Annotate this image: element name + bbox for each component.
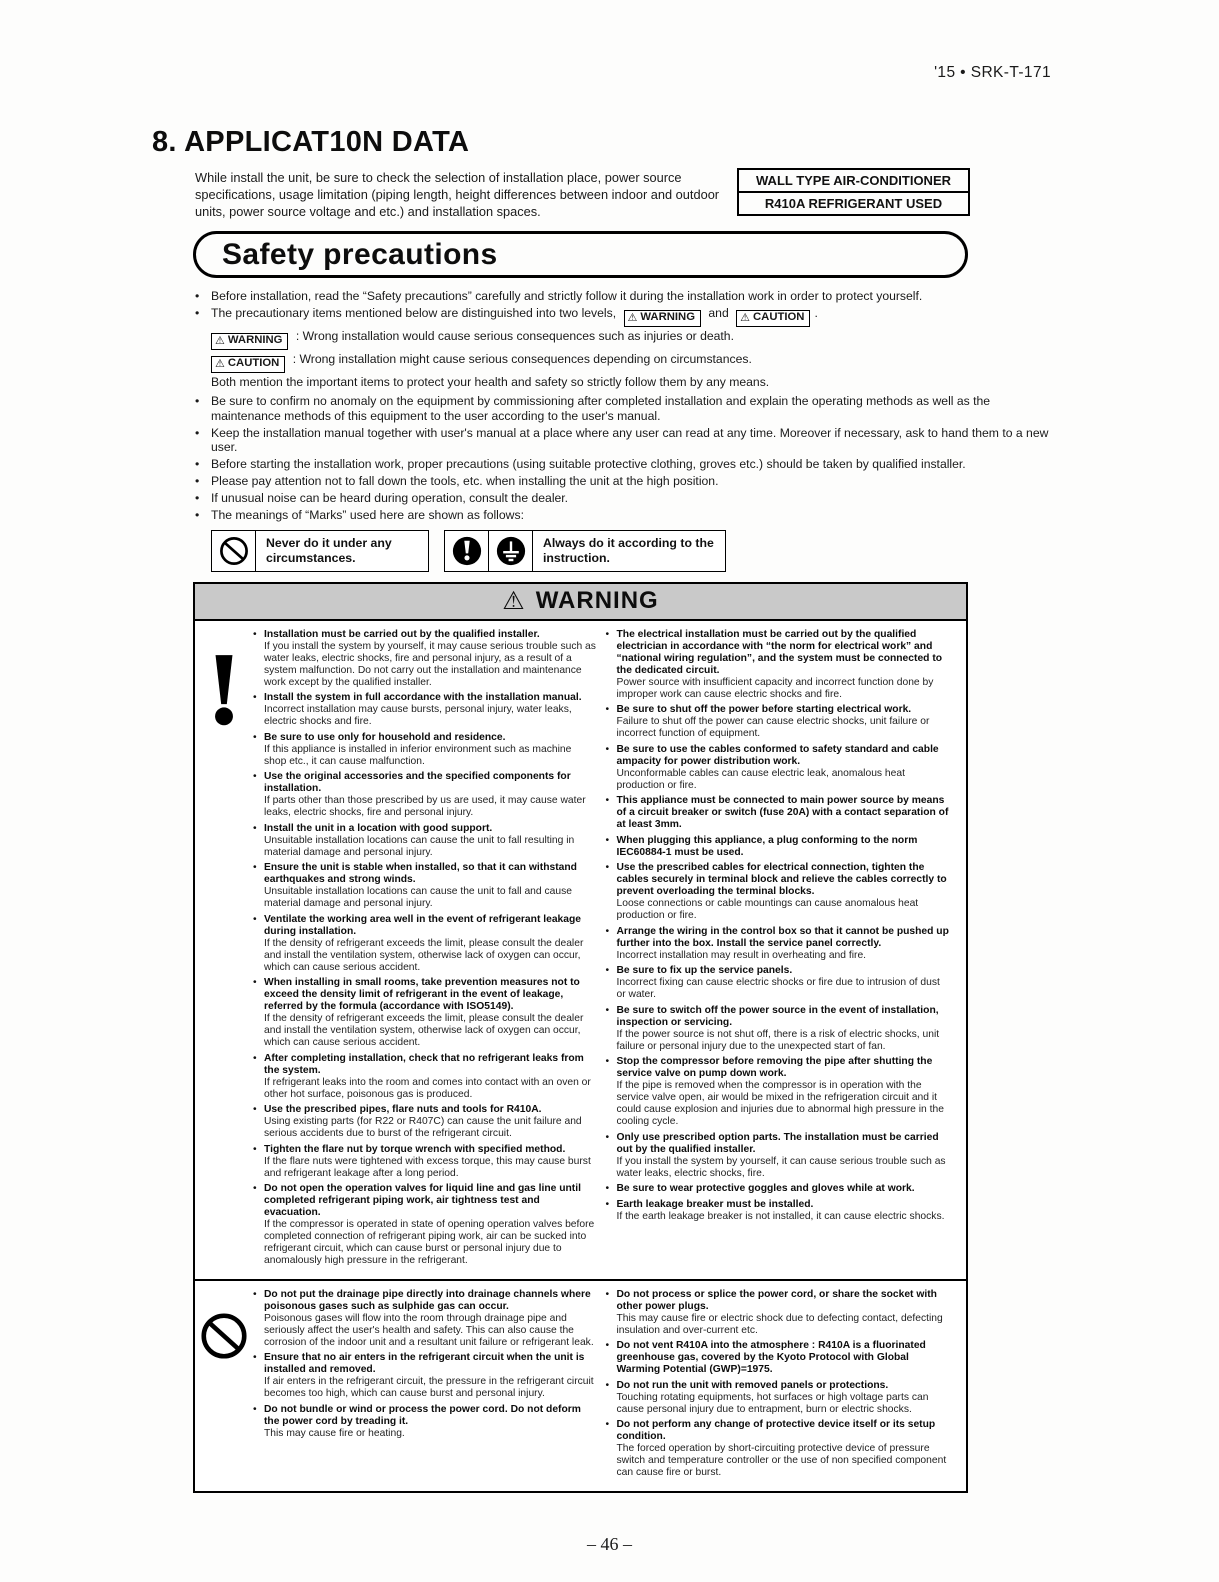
warning-item-desc: Touching rotating equipments, hot surfaces or high voltage parts can cause personal injury due to entrapment, burn or electric shocks. — [616, 1391, 929, 1415]
warning-item-body — [264, 823, 597, 859]
bullet-text: Be sure to confirm no anomaly on the equipment by commissioning after completed installation and explain the operating methods as well as the maintenance methods of this equipment to the user according to the user's manual. — [211, 393, 991, 423]
bullet-marker: • — [253, 1288, 257, 1300]
bullet-marker: • — [253, 628, 257, 640]
warning-column-left — [253, 629, 597, 1271]
warning-item-desc: Loose connections or cable mountings can cause anomalous heat production or fire. — [616, 898, 919, 922]
warning-item-desc: Unsuitable installation locations can cause the unit to fall and cause material damage and personal injury. — [264, 886, 572, 910]
bullet-marker: • — [605, 704, 610, 716]
bullet-marker: • — [605, 1419, 610, 1431]
warning-item-body — [264, 732, 597, 768]
warning-item-desc: Power source with insufficient capacity and incorrect function done by improper work can cause electric shocks and fire. — [616, 676, 934, 700]
warning-item-body — [617, 629, 950, 701]
bullet-marker: • — [195, 507, 200, 522]
intro-bullet — [193, 457, 1055, 472]
warning-item — [606, 1183, 950, 1195]
unit-type-line2: R410A REFRIGERANT USED — [764, 196, 943, 211]
warning-item — [606, 835, 950, 859]
warning-item — [253, 1289, 597, 1349]
warning-item-title: Use the prescribed pipes, flare nuts and tools for R410A. — [264, 1104, 542, 1116]
bullet-marker: • — [253, 1403, 257, 1415]
warning-definition: : Wrong installation would cause serious consequences such as injuries or death. — [295, 328, 734, 343]
warning-item-desc: If the compressor is operated in state of opening operation valves before completed connection of refrigerant piping work, air can be sucked into refrigerant circuit, which can cause burst or personal injury due to anomalously high pressure in the refrigerant. — [264, 1219, 595, 1267]
bullet-marker: • — [253, 771, 257, 783]
warning-item — [606, 965, 950, 1001]
warning-label-box — [624, 310, 701, 327]
both-levels-note: Both mention the important items to protect your health and safety so strictly follow them by any means. — [211, 374, 770, 389]
warning-item — [253, 823, 597, 859]
warning-item-title: Ventilate the working area well in the event of refrigerant leakage during installation. — [264, 913, 582, 937]
mark-always-text: Always do it according to the instruction. — [543, 536, 714, 565]
unit-type-box — [737, 168, 970, 216]
warning-item — [606, 1056, 950, 1128]
warning-item-desc: Unconformable cables can cause electric leak, anomalous heat production or fire. — [616, 767, 905, 791]
bullet-marker: • — [605, 628, 610, 640]
warning-item-desc: If refrigerant leaks into the room and comes into contact with an oven or other hot surface, poisonous gas is produced. — [264, 1076, 591, 1100]
warning-item-title: Do not open the operation valves for liquid line and gas line until completed refrigerant piping work, air tightness test and evacuation. — [264, 1183, 581, 1219]
caution-label-box — [211, 356, 285, 373]
warning-item-body — [264, 1404, 597, 1440]
bullet-marker: • — [605, 925, 610, 937]
doc-reference: '15 • SRK-T-171 — [934, 64, 1051, 81]
warning-item — [606, 862, 950, 922]
period-text: . — [814, 305, 818, 320]
warning-item-body — [617, 1419, 950, 1479]
warning-item — [606, 1380, 950, 1416]
bullet-text: Before starting the installation work, proper precautions (using suitable protective clothing, groves etc.) should be taken by qualified installer. — [211, 457, 966, 472]
warning-label: WARNING — [227, 334, 283, 347]
warning-item-body — [617, 704, 950, 740]
warning-item-title: Be sure to switch off the power source in the event of installation, inspection or servicing. — [616, 1004, 939, 1028]
ground-icon — [489, 531, 533, 571]
warning-item — [253, 1183, 597, 1267]
warning-table-header — [195, 584, 966, 621]
warning-item-desc: If air enters in the refrigerant circuit, the pressure in the refrigerant circuit becomes too high, which can cause burst and personal injury. — [264, 1376, 594, 1400]
warning-item-title: Use the original accessories and the specified components for installation. — [264, 771, 571, 795]
warning-item-desc: Incorrect fixing can cause electric shocks or fire due to intrusion of dust or water. — [616, 977, 940, 1001]
warning-item-title: Install the unit in a location with good support. — [264, 822, 493, 834]
warning-item-title: Stop the compressor before removing the pipe after shutting the service valve on pump down work. — [616, 1056, 933, 1080]
warning-item-title: Do not vent R410A into the atmosphere : R410A is a fluorinated greenhouse gas, covered by the Kyoto Protocol with Global Warming Potential (GWP)=1975. — [616, 1340, 926, 1376]
warning-item — [606, 926, 950, 962]
warning-section-mandatory — [195, 621, 966, 1279]
warning-item-body — [617, 744, 950, 792]
prohibited-column-left — [253, 1289, 597, 1483]
bullet-marker: • — [253, 1104, 257, 1116]
warning-item-body — [264, 1144, 597, 1180]
bullet-text: Please pay attention not to fall down the tools, etc. when installing the unit at the high position. — [211, 474, 719, 489]
warning-item — [253, 1053, 597, 1101]
warning-item-title: Be sure to use the cables conformed to safety standard and cable ampacity for power distribution work. — [616, 743, 939, 767]
bullet-marker: • — [253, 1183, 257, 1195]
intro-bullet — [193, 426, 1055, 456]
safety-content — [193, 289, 1055, 1493]
warning-item-title: When installing in small rooms, take prevention measures not to exceed the density limit of refrigerant in the event of leakage, referred by the formula (accordance with ISO5149). — [264, 977, 580, 1013]
warning-item-title: Tighten the flare nut by torque wrench with specified method. — [264, 1143, 566, 1155]
warning-item-title: Only use prescribed option parts. The installation must be carried out by the qualified installer. — [616, 1131, 939, 1155]
bullet-marker: • — [253, 1352, 257, 1364]
bullet-marker: • — [195, 474, 200, 489]
prohibition-icon — [195, 1289, 253, 1483]
warning-item — [606, 1340, 950, 1376]
bullet-marker: • — [253, 862, 257, 874]
warning-item-title: Be sure to fix up the service panels. — [616, 965, 793, 977]
warning-item — [253, 629, 597, 689]
marks-legend — [211, 530, 1055, 572]
warning-label-box — [211, 333, 288, 350]
bullet-marker: • — [605, 834, 610, 846]
bullet-marker: • — [195, 425, 200, 440]
warning-item-title: When plugging this appliance, a plug conforming to the norm IEC60884-1 must be used. — [616, 834, 918, 858]
warning-item-desc: If the power source is not shut off, there is a risk of electric shocks, unit failure or personal injury due to the unexpected start of fan. — [616, 1028, 940, 1052]
mark-always-box — [444, 530, 726, 572]
warning-item-desc: This may cause fire or electric shock due to defecting contact, defecting insulation and over-current etc. — [616, 1312, 943, 1336]
warning-item-body — [617, 1005, 950, 1053]
warning-item — [606, 1289, 950, 1337]
warning-item-body — [264, 1053, 597, 1101]
warning-item-title: Installation must be carried out by the qualified installer. — [264, 628, 540, 640]
warning-item-title: Do not put the drainage pipe directly into drainage channels where poisonous gases such as sulphide gas can occur. — [264, 1288, 591, 1312]
warning-triangle-icon: ⚠ — [215, 334, 225, 347]
bullet-marker: • — [195, 305, 200, 320]
warning-item-title: The electrical installation must be carried out by the qualified electrician in accordance with “the norm for electrical work” and “national wiring regulation”, and the system must be connected to the dedicated circuit. — [616, 628, 943, 676]
bullet-marker: • — [605, 1288, 610, 1300]
bullet-marker: • — [253, 1052, 257, 1064]
warning-item-body — [264, 1352, 597, 1400]
warning-item-body — [617, 1132, 950, 1180]
warning-item-desc: If the earth leakage breaker is not installed, it can cause electric shocks. — [616, 1210, 945, 1222]
warning-item-body — [617, 1340, 950, 1376]
warning-item-desc: Failure to shut off the power can cause electric shocks, unit failure or incorrect function of equipment. — [616, 716, 930, 740]
bullet-marker: • — [253, 731, 257, 743]
safety-precautions-banner — [193, 231, 968, 278]
warning-item-body — [264, 1183, 597, 1267]
warning-item — [253, 1352, 597, 1400]
warning-item-body — [617, 1289, 950, 1337]
warning-item-title: Arrange the wiring in the control box so that it cannot be pushed up further into the box. Install the service panel correctly. — [616, 925, 949, 949]
unit-type-line1: WALL TYPE AIR-CONDITIONER — [739, 170, 968, 193]
intro-paragraph: While install the unit, be sure to check the selection of installation place, power source specifications, usage limitation (piping length, height differences between indoor and outdoor units, power source voltage and etc.) and installation spaces. — [195, 170, 720, 219]
warning-item — [253, 1404, 597, 1440]
warning-item-desc: If the flare nuts were tightened with excess torque, this may cause burst and refrigerant leakage after a long period. — [264, 1155, 591, 1179]
intro-bullet — [193, 508, 1055, 523]
warning-item-title: Be sure to wear protective goggles and gloves while at work. — [616, 1183, 915, 1195]
intro-bullet — [193, 289, 1055, 304]
bullet-text: The meanings of “Marks” used here are shown as follows: — [211, 507, 524, 522]
warning-triangle-icon: ⚠ — [215, 357, 225, 370]
warning-item-desc: If this appliance is installed in inferior environment such as machine shop etc., it can cause malfunction. — [264, 743, 572, 767]
warning-item-body — [264, 1104, 597, 1140]
warning-item — [606, 1199, 950, 1223]
warning-item-title: Ensure the unit is stable when installed, so that it can withstand earthquakes and strong winds. — [264, 862, 577, 886]
prohibited-column-right — [606, 1289, 950, 1483]
bullet-text: If unusual noise can be heard during operation, consult the dealer. — [211, 491, 569, 505]
warning-item-desc: Incorrect installation may result in overheating and fire. — [616, 949, 867, 961]
warning-item — [253, 771, 597, 819]
warning-triangle-icon: ⚠ — [740, 311, 750, 324]
warning-triangle-icon: ⚠ — [627, 311, 638, 324]
exclamation-icon — [195, 629, 253, 1271]
warning-item-body — [264, 862, 597, 910]
warning-item — [606, 1132, 950, 1180]
bullet-marker: • — [253, 977, 257, 989]
bullet-marker: • — [605, 1183, 610, 1195]
intro-bullet — [193, 474, 1055, 489]
warning-item-desc: Unsuitable installation locations can cause the unit to fall resulting in material damage and personal injury. — [264, 834, 575, 858]
warning-item-desc: If the pipe is removed when the compressor is in operation with the service valve open, air would be mixed in the refrigeration circuit and it could cause explosion and injuries due to abnormal high pressure in the cooling cycle. — [616, 1080, 944, 1128]
warning-item-desc: Poisonous gases will flow into the room through drainage pipe and seriously affect the user's health and safety. This can also cause the corrosion of the indoor unit and a resultant unit failure or refrigerant leak. — [264, 1312, 594, 1348]
warning-item — [606, 629, 950, 701]
warning-item — [253, 977, 597, 1049]
warning-item-desc: The forced operation by short-circuiting protective device of pressure switch and temperature controller or the use of non specified component can cause fire or burst. — [616, 1443, 947, 1479]
warning-section-prohibited — [195, 1279, 966, 1491]
bullet-marker: • — [605, 743, 610, 755]
warning-item-title: Use the prescribed cables for electrical connection, tighten the cables securely in terminal block and relieve the cables correctly to prevent overloading the terminal blocks. — [616, 862, 947, 898]
caution-label-box — [736, 310, 810, 327]
warning-item-desc: Incorrect installation may cause bursts, personal injury, water leaks, electric shocks and fire. — [264, 704, 572, 728]
bullet-marker: • — [195, 491, 200, 505]
warning-item-body — [617, 1380, 950, 1416]
warning-header-label: WARNING — [535, 587, 659, 615]
warning-table — [193, 582, 968, 1493]
exclamation-circle-icon — [445, 531, 489, 571]
warning-item-desc: This may cause fire or heating. — [264, 1427, 405, 1439]
warning-item — [606, 704, 950, 740]
warning-item-title: This appliance must be connected to main power source by means of a circuit breaker or switch (fuse 20A) with a contact separation of at least 3mm. — [616, 795, 949, 831]
warning-item — [253, 862, 597, 910]
bullet-marker: • — [195, 289, 200, 303]
warning-item-title: Be sure to shut off the power before starting electrical work. — [616, 704, 912, 716]
warning-item-title: Be sure to use only for household and residence. — [264, 731, 506, 743]
warning-item — [606, 1005, 950, 1053]
warning-item — [253, 732, 597, 768]
warning-item-body — [617, 835, 950, 859]
mark-never-box — [211, 530, 429, 572]
warning-item-desc: If the density of refrigerant exceeds the limit, please consult the dealer and install the ventilation system, otherwise lack of oxygen can occur, which can cause serious accident. — [264, 1013, 584, 1049]
bullet-marker: • — [605, 795, 610, 807]
bullet-marker: • — [605, 1131, 610, 1143]
caution-definition-line — [211, 352, 1055, 373]
bullet-marker: • — [253, 1143, 257, 1155]
warning-item-body — [264, 977, 597, 1049]
mark-never-text: Never do it under any circumstances. — [266, 536, 392, 565]
bullet-marker: • — [605, 1004, 610, 1016]
warning-item — [253, 692, 597, 728]
warning-item-body — [264, 692, 597, 728]
warning-item-desc: Using existing parts (for R22 or R407C) can cause the unit failure and serious accidents due to burst of the refrigerant circuit. — [264, 1116, 582, 1140]
bullet-marker: • — [605, 1379, 610, 1391]
warning-item-body — [617, 926, 950, 962]
warning-item-body — [264, 914, 597, 974]
bullet-text — [211, 306, 1055, 392]
warning-item-desc: If you install the system by yourself, it may cause serious trouble such as water leaks, electric shocks, fire and personal injury, as a result of a system malfunction. Do not carry out the installation and maintenance work except by the qualified installer. — [264, 640, 596, 688]
bullet-marker: • — [605, 1340, 610, 1352]
warning-item — [253, 914, 597, 974]
warning-item-title: Earth leakage breaker must be installed. — [616, 1198, 814, 1210]
warning-item-title: Do not bundle or wind or process the power cord. Do not deform the power cord by treading it. — [264, 1403, 581, 1427]
warning-item-title: Do not perform any change of protective device itself or its setup condition. — [616, 1419, 936, 1443]
warning-item-title: Do not run the unit with removed panels or protections. — [616, 1379, 889, 1391]
caution-label: CAUTION — [753, 311, 805, 324]
caution-definition: : Wrong installation might cause serious consequences depending on circumstances. — [292, 351, 752, 366]
warning-item-title: Install the system in full accordance with the installation manual. — [264, 692, 582, 704]
warning-item-body — [264, 771, 597, 819]
warning-item-desc: If the density of refrigerant exceeds the limit, please consult the dealer and install the ventilation system, otherwise lack of oxygen can occur, which can cause serious accident. — [264, 937, 584, 973]
warning-item-desc: If parts other than those prescribed by us are used, it may cause water leaks, electric shocks, fire and personal injury. — [264, 795, 586, 819]
warning-item-body — [264, 629, 597, 689]
levels-text: The precautionary items mentioned below are distinguished into two levels, — [211, 305, 617, 320]
bullet-marker: • — [253, 692, 257, 704]
warning-item-body — [617, 1183, 950, 1195]
warning-item — [253, 1144, 597, 1180]
intro-bullet — [193, 491, 1055, 506]
and-text: and — [708, 305, 729, 320]
bullet-text: Keep the installation manual together with user's manual at a place where any user can read at any time. Moreover if necessary, ask to hand them to a new user. — [211, 425, 1049, 455]
page-number: – 46 – — [587, 1534, 632, 1554]
bullet-marker: • — [195, 457, 200, 472]
warning-definition-line — [211, 329, 1055, 350]
warning-column-right — [606, 629, 950, 1271]
warning-triangle-icon: ⚠ — [502, 586, 526, 615]
bullet-marker: • — [605, 1056, 610, 1068]
intro-bullet-levels — [193, 306, 1055, 392]
bullet-marker: • — [253, 822, 257, 834]
bullet-text: Before installation, read the “Safety precautions” carefully and strictly follow it during the installation work in order to protect yourself. — [211, 289, 923, 303]
warning-item-body — [617, 1199, 950, 1223]
warning-label: WARNING — [640, 311, 695, 324]
bullet-marker: • — [605, 965, 610, 977]
warning-item-body — [617, 795, 950, 831]
bullet-marker: • — [253, 913, 257, 925]
caution-label: CAUTION — [227, 357, 280, 370]
warning-item-body — [617, 862, 950, 922]
prohibition-icon — [212, 531, 256, 571]
warning-item-title: Do not process or splice the power cord, or share the socket with other power plugs. — [616, 1288, 937, 1312]
warning-item — [606, 744, 950, 792]
bullet-marker: • — [605, 862, 610, 874]
warning-item-title: After completing installation, check that no refrigerant leaks from the system. — [264, 1052, 584, 1076]
warning-item-title: Ensure that no air enters in the refrigerant circuit when the unit is installed and removed. — [264, 1352, 585, 1376]
bullet-marker: • — [195, 393, 200, 408]
warning-item-desc: If you install the system by yourself, it can cause serious trouble such as water leaks, electric shocks, fire. — [616, 1155, 946, 1179]
warning-item-body — [617, 965, 950, 1001]
intro-bullet — [193, 394, 1055, 424]
warning-item — [606, 1419, 950, 1479]
safety-precautions-title: Safety precautions — [222, 237, 498, 271]
bullet-marker: • — [605, 1198, 610, 1210]
warning-item — [606, 795, 950, 831]
warning-item — [253, 1104, 597, 1140]
page-title: 8. APPLICAT10N DATA — [152, 126, 470, 158]
warning-item-body — [264, 1289, 597, 1349]
warning-item-body — [617, 1056, 950, 1128]
